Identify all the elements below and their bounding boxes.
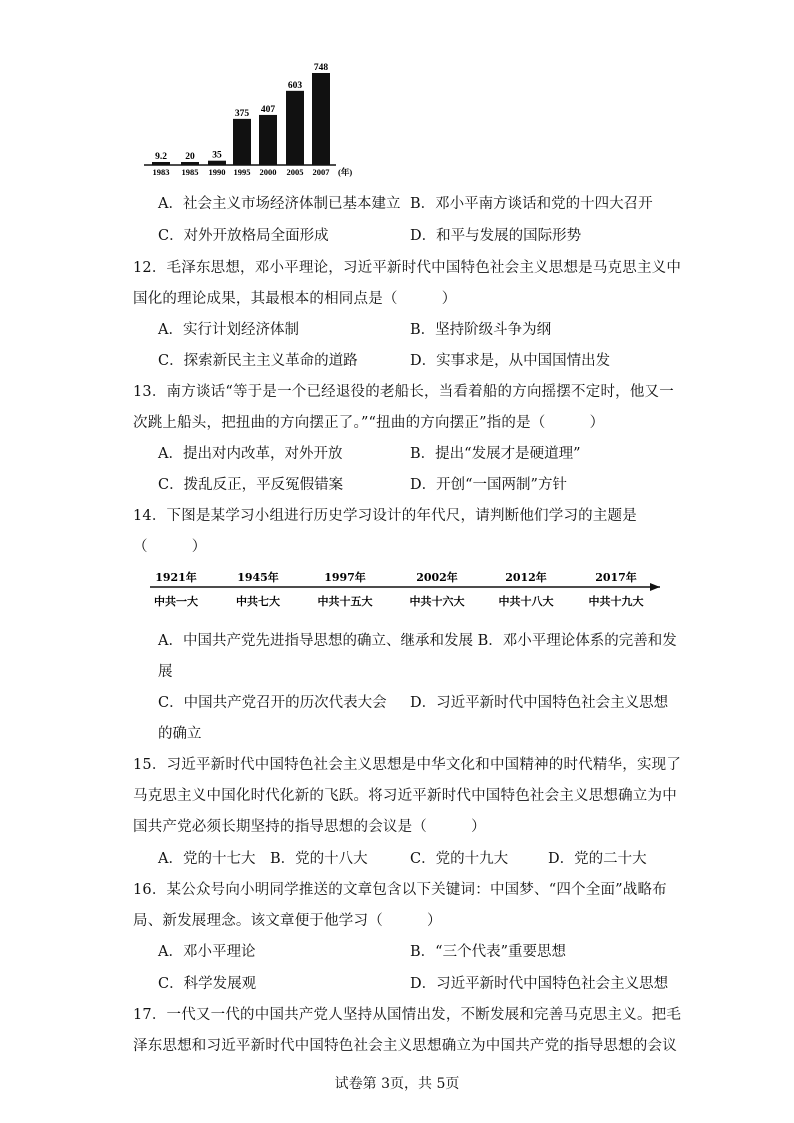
q14-stem-line2: （ ） xyxy=(133,539,207,555)
q17-stem-line1: 17．一代又一代的中国共产党人坚持从国情出发，不断发展和完善马克思主义。把毛 xyxy=(133,1007,682,1023)
bar-value-label: 407 xyxy=(260,104,276,115)
q16-option-c: C．科学发展观 xyxy=(158,976,257,992)
x-axis-unit: (年) xyxy=(338,167,353,177)
bar-1983 xyxy=(152,162,170,165)
x-tick-label: 2007 xyxy=(312,167,330,177)
x-tick-label: 2000 xyxy=(259,167,277,177)
q11-option-a: A．社会主义市场经济体制已基本建立 xyxy=(158,196,401,212)
q11-option-c: C．对外开放格局全面形成 xyxy=(158,228,329,244)
q16-option-b: B．“三个代表”重要思想 xyxy=(410,944,566,960)
timeline-year: 2017年 xyxy=(595,571,637,584)
q12-stem-line2: 国化的理论成果，其最根本的相同点是（ ） xyxy=(133,291,457,307)
q15-stem-line1: 15．习近平新时代中国特色社会主义思想是中华文化和中国精神的时代精华，实现了 xyxy=(133,757,682,773)
q14-option-b-cont: 展 xyxy=(158,664,173,680)
q13-option-c: C．拨乱反正，平反冤假错案 xyxy=(158,477,344,493)
timeline-year: 2002年 xyxy=(416,571,458,584)
bar-value-label: 748 xyxy=(313,63,329,73)
q15-option-c: C．党的十九大 xyxy=(410,851,509,867)
bar-chart xyxy=(140,55,380,180)
q16-option-a: A．邓小平理论 xyxy=(158,944,256,960)
bar-value-label: 375 xyxy=(234,108,250,119)
timeline-event: 中共十九大 xyxy=(588,595,644,608)
q16-stem-line2: 局、新发展理念。该文章便于他学习（ ） xyxy=(133,913,442,929)
bar-1995 xyxy=(233,119,251,165)
x-tick-label: 1990 xyxy=(208,167,226,177)
x-tick-label: 2005 xyxy=(286,167,304,177)
page-footer: 试卷第 3页，共 5页 xyxy=(334,1076,460,1092)
q15-stem-line2: 马克思主义中国化时代化新的飞跃。将习近平新时代中国特色社会主义思想确立为中 xyxy=(133,788,677,804)
q15-option-d: D．党的二十大 xyxy=(548,851,647,867)
q13-option-d: D．开创“一国两制”方针 xyxy=(410,477,567,493)
bar-2000 xyxy=(259,115,277,165)
timeline-ruler xyxy=(140,565,680,615)
q14-option-a-b: A．中国共产党先进指导思想的确立、继承和发展 B．邓小平理论体系的完善和发 xyxy=(158,633,677,649)
q11-option-d: D．和平与发展的国际形势 xyxy=(410,228,582,244)
timeline-event: 中共十八大 xyxy=(498,595,554,608)
q12-stem-line1: 12．毛泽东思想，邓小平理论，习近平新时代中国特色社会主义思想是马克思主义中 xyxy=(133,260,682,276)
q13-option-a: A．提出对内改革，对外开放 xyxy=(158,446,343,462)
timeline-event: 中共一大 xyxy=(154,595,198,608)
q13-stem-line1: 13．南方谈话“等于是一个已经退役的老船长，当看着船的方向摇摆不定时，他又一 xyxy=(133,384,674,400)
timeline-year: 1997年 xyxy=(324,571,366,584)
timeline-year: 1945年 xyxy=(237,571,279,584)
bar-value-label: 603 xyxy=(287,80,303,91)
timeline-year: 2012年 xyxy=(505,571,547,584)
bar-2005 xyxy=(286,91,304,165)
q14-stem-line1: 14．下图是某学习小组进行历史学习设计的年代尺，请判断他们学习的主题是 xyxy=(133,508,637,524)
q12-option-d: D．实事求是，从中国国情出发 xyxy=(410,353,611,369)
q15-option-b: B．党的十八大 xyxy=(270,851,368,867)
timeline-event: 中共十六大 xyxy=(409,595,465,608)
q11-option-b: B．邓小平南方谈话和党的十四大召开 xyxy=(410,196,653,212)
timeline-event: 中共十五大 xyxy=(317,595,373,608)
q16-stem-line1: 16．某公众号向小明同学推送的文章包含以下关键词：中国梦、“四个全面”战略布 xyxy=(133,882,667,898)
arrow-right-icon xyxy=(650,583,660,591)
bar-1990 xyxy=(208,161,226,165)
q17-stem-line2: 泽东思想和习近平新时代中国特色社会主义思想确立为中国共产党的指导思想的会议 xyxy=(133,1038,677,1054)
q16-option-d: D．习近平新时代中国特色社会主义思想 xyxy=(410,976,669,992)
q12-option-b: B．坚持阶级斗争为纲 xyxy=(410,322,552,338)
bar-value-label: 20 xyxy=(185,152,195,162)
bar-1985 xyxy=(181,162,199,165)
q14-option-d: D．习近平新时代中国特色社会主义思想 xyxy=(410,695,669,711)
q15-stem-line3: 国共产党必须长期坚持的指导思想的会议是（ ） xyxy=(133,819,486,835)
x-tick-label: 1983 xyxy=(152,167,170,177)
q13-stem-line2: 次跳上船头，把扭曲的方向摆正了。”“扭曲的方向摆正”指的是（ ） xyxy=(133,415,605,431)
q14-option-c: C．中国共产党召开的历次代表大会 xyxy=(158,695,387,711)
q13-option-b: B．提出“发展才是硬道理” xyxy=(410,446,581,462)
timeline-year: 1921年 xyxy=(155,571,197,584)
q12-option-a: A．实行计划经济体制 xyxy=(158,322,299,338)
q12-option-c: C．探索新民主主义革命的道路 xyxy=(158,353,358,369)
timeline-event: 中共七大 xyxy=(236,595,280,608)
x-tick-label: 1995 xyxy=(233,167,251,177)
x-tick-label: 1985 xyxy=(181,167,199,177)
bar-2007 xyxy=(312,73,330,165)
bar-value-label: 9.2 xyxy=(155,152,167,162)
q15-option-a: A．党的十七大 xyxy=(158,851,256,867)
q14-option-d-cont: 的确立 xyxy=(158,726,202,742)
bar-value-label: 35 xyxy=(212,150,222,161)
